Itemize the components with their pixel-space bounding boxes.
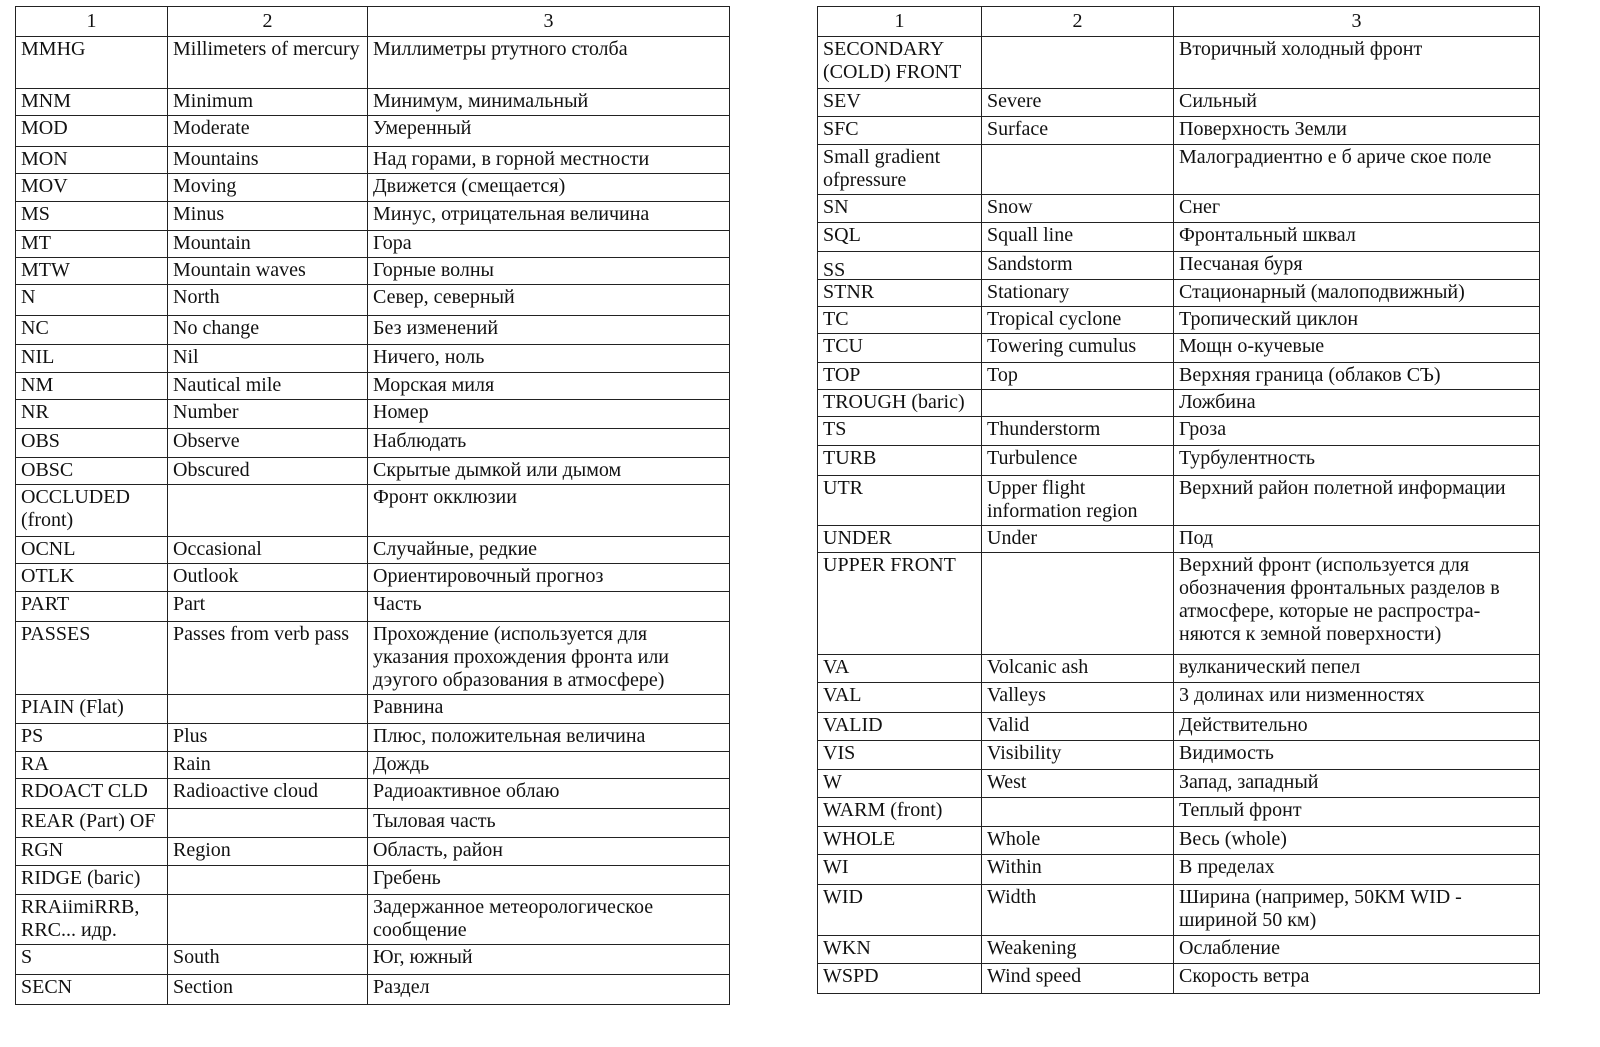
russian-translation-cell: Верхний район полетной информации [1174, 475, 1540, 525]
abbreviation-cell: WID [818, 884, 982, 935]
abbreviation-cell: SECONDARY (COLD) FRONT [818, 37, 982, 89]
table-row [818, 334, 1540, 362]
english-term-cell: Upper flight information region [982, 475, 1174, 525]
table-row [818, 389, 1540, 416]
abbreviation-cell: N [16, 285, 168, 316]
english-term-cell: Mountains [168, 147, 368, 174]
table-row [818, 712, 1540, 740]
abbreviation-cell: SECN [16, 975, 168, 1005]
english-term-cell: Part [168, 592, 368, 622]
abbreviation-cell: TS [818, 417, 982, 446]
table-header-row [16, 7, 730, 37]
english-term-cell: West [982, 769, 1174, 797]
abbreviation-cell: STNR [818, 279, 982, 306]
russian-translation-cell: Ложбина [1174, 389, 1540, 416]
table-row [818, 89, 1540, 116]
column-header: 3 [1174, 7, 1540, 37]
abbreviation-cell: OCCLUDED (front) [16, 485, 168, 537]
english-term-cell: Surface [982, 116, 1174, 144]
table-row [818, 683, 1540, 712]
abbreviation-cell: PIAIN (Flat) [16, 695, 168, 724]
english-term-cell: Thunderstorm [982, 417, 1174, 446]
english-term-cell: Region [168, 838, 368, 866]
table-row [16, 373, 730, 400]
english-term-cell: Nautical mile [168, 373, 368, 400]
russian-translation-cell: Действительно [1174, 712, 1540, 740]
table-row [16, 975, 730, 1005]
english-term-cell: Snow [982, 195, 1174, 222]
table-row [818, 251, 1540, 279]
table-row [818, 195, 1540, 222]
table-row [818, 475, 1540, 525]
abbreviation-cell: Small gradient ofpressure [818, 144, 982, 194]
table-row [818, 884, 1540, 935]
table-row [16, 429, 730, 458]
table-row [16, 116, 730, 147]
table-row [818, 362, 1540, 389]
abbreviation-cell: MNM [16, 89, 168, 116]
table-row [16, 231, 730, 258]
table-row [16, 147, 730, 174]
russian-translation-cell: Снег [1174, 195, 1540, 222]
abbreviation-cell: TURB [818, 446, 982, 475]
russian-translation-cell: Поверхность Земли [1174, 116, 1540, 144]
russian-translation-cell: В пределах [1174, 854, 1540, 884]
english-term-cell: Stationary [982, 279, 1174, 306]
table-row [818, 144, 1540, 194]
abbreviation-cell: WHOLE [818, 827, 982, 854]
russian-translation-cell: Фронтальный шквал [1174, 222, 1540, 251]
english-term-cell: Squall line [982, 222, 1174, 251]
abbreviation-cell: WKN [818, 936, 982, 963]
russian-translation-cell: Весь (whole) [1174, 827, 1540, 854]
abbreviation-cell: TROUGH (baric) [818, 389, 982, 416]
russian-translation-cell: Гребень [368, 866, 730, 895]
english-term-cell: Turbulence [982, 446, 1174, 475]
english-term-cell: Volcanic ash [982, 655, 1174, 683]
english-term-cell: Obscured [168, 458, 368, 485]
english-term-cell: Rain [168, 752, 368, 779]
russian-translation-cell: Умеренный [368, 116, 730, 147]
english-term-cell: Radioactive cloud [168, 779, 368, 809]
abbreviation-cell: TCU [818, 334, 982, 362]
abbreviation-cell: UTR [818, 475, 982, 525]
english-term-cell: Tropical cyclone [982, 307, 1174, 334]
table-row [16, 345, 730, 373]
russian-translation-cell: вулканический пепел [1174, 655, 1540, 683]
russian-translation-cell: Движется (смещается) [368, 174, 730, 202]
english-term-cell: North [168, 285, 368, 316]
english-term-cell: Number [168, 400, 368, 429]
english-term-cell: Valid [982, 712, 1174, 740]
english-term-cell: Width [982, 884, 1174, 935]
english-term-cell: Mountain [168, 231, 368, 258]
abbreviation-cell: MT [16, 231, 168, 258]
russian-translation-cell: Мощн о-кучевые [1174, 334, 1540, 362]
table-row [818, 740, 1540, 769]
english-term-cell [982, 389, 1174, 416]
table-row [16, 174, 730, 202]
abbreviation-cell: RGN [16, 838, 168, 866]
russian-translation-cell: Ослабление [1174, 936, 1540, 963]
russian-translation-cell: Малоградиентно е б ариче ское поле [1174, 144, 1540, 194]
abbreviation-cell: SS [818, 257, 982, 285]
russian-translation-cell: Гора [368, 231, 730, 258]
table-row [16, 809, 730, 838]
table-row [16, 89, 730, 116]
table-row [16, 400, 730, 429]
column-header: 2 [982, 7, 1174, 37]
english-term-cell: Towering cumulus [982, 334, 1174, 362]
table-row [818, 769, 1540, 797]
table-row [818, 417, 1540, 446]
abbreviation-cell: WI [818, 854, 982, 884]
russian-translation-cell: Прохождение (используется для указания прохождения фронта или дэугого образования в атмосфере) [368, 622, 730, 695]
english-term-cell [982, 798, 1174, 827]
russian-translation-cell: Вторичный холодный фронт [1174, 37, 1540, 89]
russian-translation-cell: Ориентировочный прогноз [368, 564, 730, 592]
english-term-cell: Sandstorm [982, 251, 1174, 279]
english-term-cell: Observe [168, 429, 368, 458]
abbreviation-cell: MMHG [16, 37, 168, 89]
abbreviation-cell: VIS [818, 740, 982, 769]
english-term-cell: Weakening [982, 936, 1174, 963]
table-row [16, 895, 730, 945]
english-term-cell: Within [982, 854, 1174, 884]
table-row [16, 866, 730, 895]
russian-translation-cell: Тыловая часть [368, 809, 730, 838]
english-term-cell: Millimeters of mercury [168, 37, 368, 89]
russian-translation-cell: Тропический циклон [1174, 307, 1540, 334]
abbreviation-cell: MOV [16, 174, 168, 202]
table-row [16, 316, 730, 345]
abbreviation-cell: WSPD [818, 963, 982, 993]
column-header: 2 [168, 7, 368, 37]
english-term-cell [168, 695, 368, 724]
table-row [16, 537, 730, 564]
russian-translation-cell: Сильный [1174, 89, 1540, 116]
russian-translation-cell: Север, северный [368, 285, 730, 316]
table-row [16, 285, 730, 316]
abbreviation-cell: SEV [818, 89, 982, 116]
abbreviation-cell: PS [16, 724, 168, 752]
column-header: 1 [818, 7, 982, 37]
english-term-cell: Plus [168, 724, 368, 752]
russian-translation-cell: Теплый фронт [1174, 798, 1540, 827]
english-term-cell: Visibility [982, 740, 1174, 769]
russian-translation-cell: Под [1174, 525, 1540, 552]
abbreviation-cell: TC [818, 307, 982, 334]
abbreviation-cell: OTLK [16, 564, 168, 592]
russian-translation-cell: Скрытые дымкой или дымом [368, 458, 730, 485]
table-row [16, 592, 730, 622]
abbreviation-cell: WARM (front) [818, 798, 982, 827]
english-term-cell [168, 809, 368, 838]
abbreviation-cell: UNDER [818, 525, 982, 552]
table-row [16, 779, 730, 809]
russian-translation-cell: Ширина (например, 50КМ WID - шириной 50 км) [1174, 884, 1540, 935]
table-row [16, 485, 730, 537]
abbreviation-cell: VA [818, 655, 982, 683]
russian-translation-cell: Фронт окклюзии [368, 485, 730, 537]
table-row [818, 37, 1540, 89]
abbreviation-cell: REAR (Part) OF [16, 809, 168, 838]
table-row [16, 945, 730, 975]
english-term-cell: Moving [168, 174, 368, 202]
abbreviation-cell: OBSC [16, 458, 168, 485]
table-row [818, 222, 1540, 251]
english-term-cell: Under [982, 525, 1174, 552]
russian-translation-cell: Минус, отрицательная величина [368, 202, 730, 231]
abbreviation-cell: VAL [818, 683, 982, 712]
english-term-cell [982, 144, 1174, 194]
russian-translation-cell: Минимум, минимальный [368, 89, 730, 116]
russian-translation-cell: Раздел [368, 975, 730, 1005]
table-row [16, 458, 730, 485]
table-row [16, 37, 730, 89]
table-row [818, 553, 1540, 655]
russian-translation-cell: Верхний фронт (используется для обозначения фронтальных разделов в атмосфере, которые не распростра-няются к земной поверхности) [1174, 553, 1540, 655]
abbreviation-cell: PASSES [16, 622, 168, 695]
english-term-cell: Section [168, 975, 368, 1005]
russian-translation-cell: Область, район [368, 838, 730, 866]
english-term-cell: South [168, 945, 368, 975]
abbreviation-cell: NR [16, 400, 168, 429]
russian-translation-cell: Верхняя граница (облаков СЪ) [1174, 362, 1540, 389]
russian-translation-cell: Скорость ветра [1174, 963, 1540, 993]
table-header-row [818, 7, 1540, 37]
english-term-cell: Whole [982, 827, 1174, 854]
english-term-cell: Outlook [168, 564, 368, 592]
english-term-cell: Severe [982, 89, 1174, 116]
russian-translation-cell: Номер [368, 400, 730, 429]
abbreviation-cell: TOP [818, 362, 982, 389]
russian-translation-cell: Стационарный (малоподвижный) [1174, 279, 1540, 306]
english-term-cell [982, 553, 1174, 655]
english-term-cell: Valleys [982, 683, 1174, 712]
english-term-cell [168, 485, 368, 537]
russian-translation-cell: Наблюдать [368, 429, 730, 458]
abbreviation-cell: RDOACT CLD [16, 779, 168, 809]
english-term-cell: Nil [168, 345, 368, 373]
abbreviation-cell: MS [16, 202, 168, 231]
table-row [818, 798, 1540, 827]
abbreviation-cell: UPPER FRONT [818, 553, 982, 655]
russian-translation-cell: Над горами, в горной местности [368, 147, 730, 174]
abbreviation-cell: PART [16, 592, 168, 622]
english-term-cell: Minus [168, 202, 368, 231]
table-row [16, 695, 730, 724]
russian-translation-cell: Турбулентность [1174, 446, 1540, 475]
table-row [818, 525, 1540, 552]
russian-translation-cell: Часть [368, 592, 730, 622]
russian-translation-cell: Задержанное метеорологическое сообщение [368, 895, 730, 945]
russian-translation-cell: 3 долинах или низменностях [1174, 683, 1540, 712]
abbreviation-cell: SQL [818, 222, 982, 251]
table-body [818, 37, 1540, 994]
english-term-cell: Mountain waves [168, 258, 368, 285]
glossary-table-right [817, 6, 1540, 994]
abbreviation-cell: OBS [16, 429, 168, 458]
abbreviation-cell: RA [16, 752, 168, 779]
table-row [16, 202, 730, 231]
table-row [16, 838, 730, 866]
table-row [16, 258, 730, 285]
table-row [818, 307, 1540, 334]
abbreviation-cell: VALID [818, 712, 982, 740]
table-row [818, 936, 1540, 963]
column-header: 3 [368, 7, 730, 37]
english-term-cell [168, 866, 368, 895]
english-term-cell: Passes from verb pass [168, 622, 368, 695]
english-term-cell [168, 895, 368, 945]
russian-translation-cell: Радиоактивное облаю [368, 779, 730, 809]
abbreviation-cell: NIL [16, 345, 168, 373]
table-row [16, 752, 730, 779]
russian-translation-cell: Миллиметры ртутного столба [368, 37, 730, 89]
table-row [16, 564, 730, 592]
abbreviation-cell: RIDGE (baric) [16, 866, 168, 895]
glossary-table-left [15, 6, 730, 1005]
russian-translation-cell: Равнина [368, 695, 730, 724]
abbreviation-cell: RRAiimiRRB, RRC... идр. [16, 895, 168, 945]
table-row [818, 655, 1540, 683]
table-body [16, 37, 730, 1005]
russian-translation-cell: Случайные, редкие [368, 537, 730, 564]
russian-translation-cell: Морская миля [368, 373, 730, 400]
column-header: 1 [16, 7, 168, 37]
russian-translation-cell: Плюс, положительная величина [368, 724, 730, 752]
english-term-cell: Moderate [168, 116, 368, 147]
russian-translation-cell: Запад, западный [1174, 769, 1540, 797]
russian-translation-cell: Без изменений [368, 316, 730, 345]
abbreviation-cell: W [818, 769, 982, 797]
russian-translation-cell: Ничего, ноль [368, 345, 730, 373]
english-term-cell: No change [168, 316, 368, 345]
abbreviation-cell: S [16, 945, 168, 975]
table-row [16, 724, 730, 752]
english-term-cell: Minimum [168, 89, 368, 116]
abbreviation-cell: SFC [818, 116, 982, 144]
english-term-cell: Wind speed [982, 963, 1174, 993]
abbreviation-cell: NM [16, 373, 168, 400]
table-row [818, 963, 1540, 993]
russian-translation-cell: Горные волны [368, 258, 730, 285]
russian-translation-cell: Песчаная буря [1174, 251, 1540, 279]
abbreviation-cell: SN [818, 195, 982, 222]
abbreviation-cell: MOD [16, 116, 168, 147]
english-term-cell: Occasional [168, 537, 368, 564]
russian-translation-cell: Юг, южный [368, 945, 730, 975]
russian-translation-cell: Гроза [1174, 417, 1540, 446]
english-term-cell [982, 37, 1174, 89]
abbreviation-cell: MTW [16, 258, 168, 285]
table-row [818, 854, 1540, 884]
abbreviation-cell: NC [16, 316, 168, 345]
russian-translation-cell: Дождь [368, 752, 730, 779]
table-row [818, 116, 1540, 144]
table-row [818, 827, 1540, 854]
russian-translation-cell: Видимость [1174, 740, 1540, 769]
abbreviation-cell: OCNL [16, 537, 168, 564]
table-row [16, 622, 730, 695]
english-term-cell: Top [982, 362, 1174, 389]
table-row [818, 446, 1540, 475]
abbreviation-cell: MON [16, 147, 168, 174]
